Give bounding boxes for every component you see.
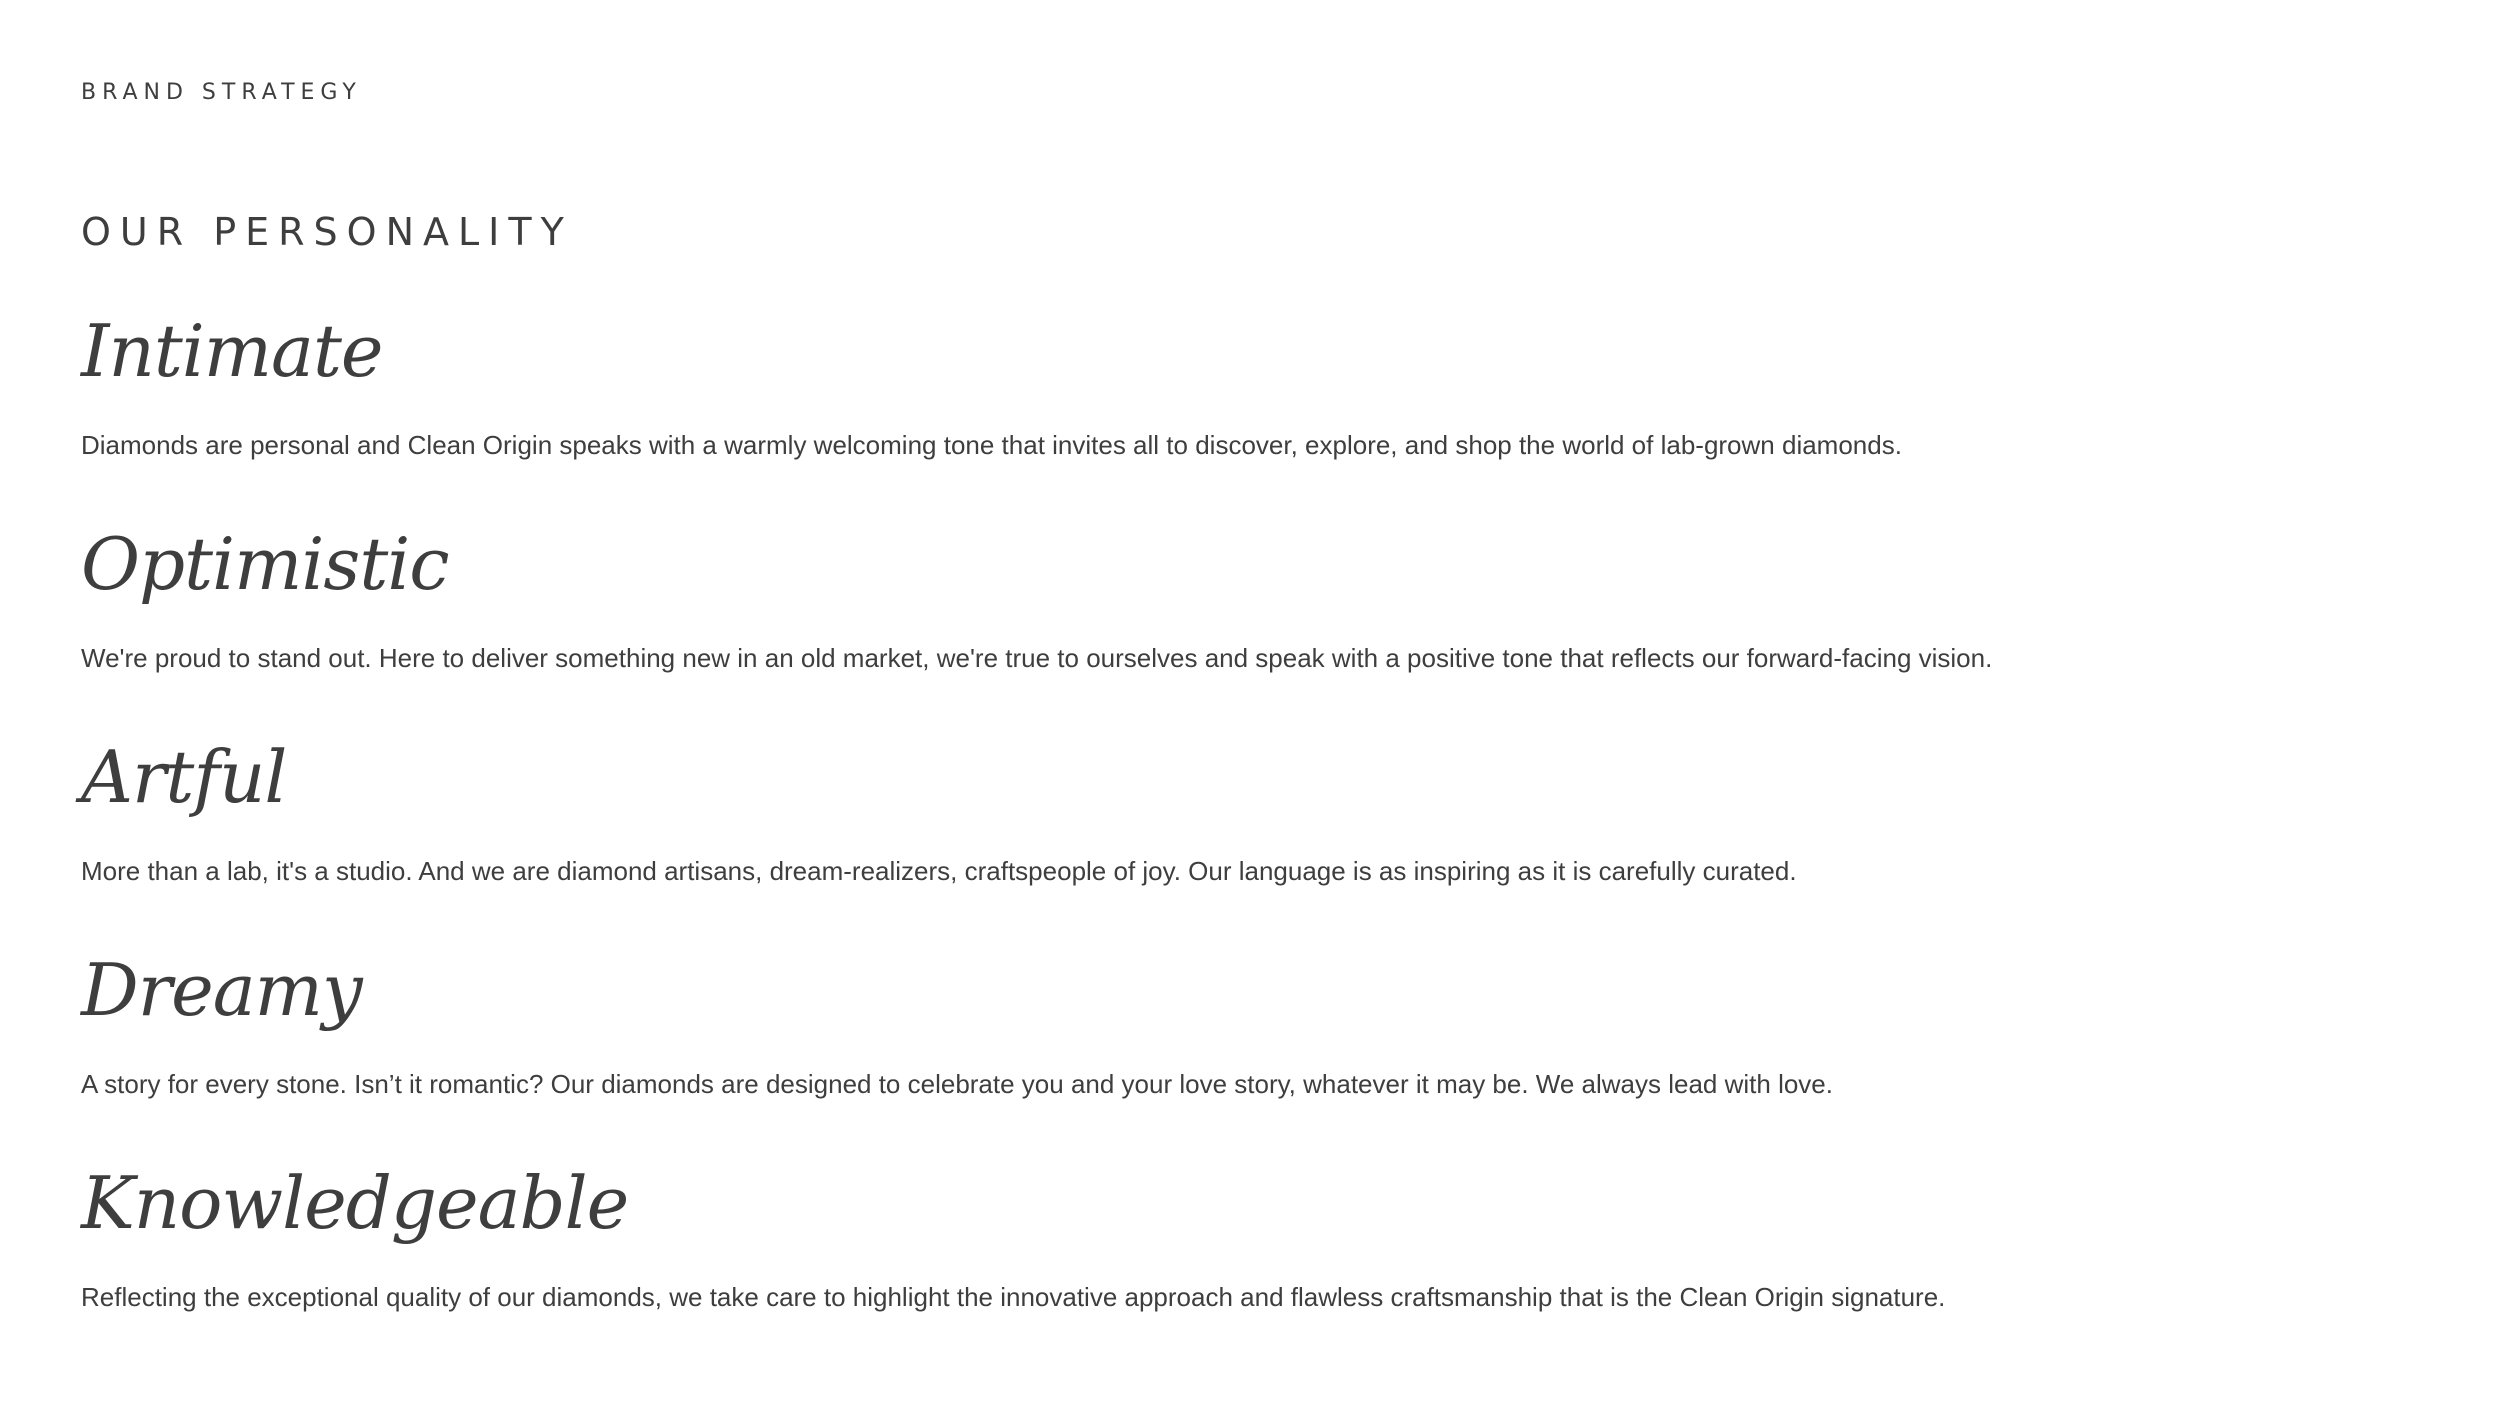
trait-name: Optimistic: [81, 522, 449, 606]
personality-traits-list: [81, 309, 2381, 1380]
trait-name: Artful: [81, 735, 287, 819]
trait-name: Knowledgeable: [81, 1161, 629, 1245]
trait-description: More than a lab, it's a studio. And we are diamond artisans, dream-realizers, craftspeople of joy. Our language is as inspiring as it is carefully curated.: [81, 856, 1797, 886]
trait-description: A story for every stone. Isn’t it romantic? Our diamonds are designed to celebrate you and your love story, whatever it may be. We always lead with love.: [81, 1069, 1833, 1099]
trait-optimistic: [81, 522, 2381, 741]
trait-name: Intimate: [81, 309, 383, 393]
trait-intimate: [81, 309, 2381, 528]
trait-knowledgeable: [81, 1161, 2381, 1380]
eyebrow-label: BRAND STRATEGY: [81, 80, 362, 105]
trait-artful: [81, 735, 2381, 954]
section-title: OUR PERSONALITY: [81, 210, 573, 254]
trait-description: We're proud to stand out. Here to deliver something new in an old market, we're true to ourselves and speak with a positive tone that reflects our forward-facing vision.: [81, 643, 1993, 673]
trait-description: Diamonds are personal and Clean Origin speaks with a warmly welcoming tone that invites all to discover, explore, and shop the world of lab-grown diamonds.: [81, 430, 1902, 460]
trait-description: Reflecting the exceptional quality of our diamonds, we take care to highlight the innovative approach and flawless craftsmanship that is the Clean Origin signature.: [81, 1282, 1946, 1312]
trait-dreamy: [81, 948, 2381, 1167]
trait-name: Dreamy: [81, 948, 362, 1032]
